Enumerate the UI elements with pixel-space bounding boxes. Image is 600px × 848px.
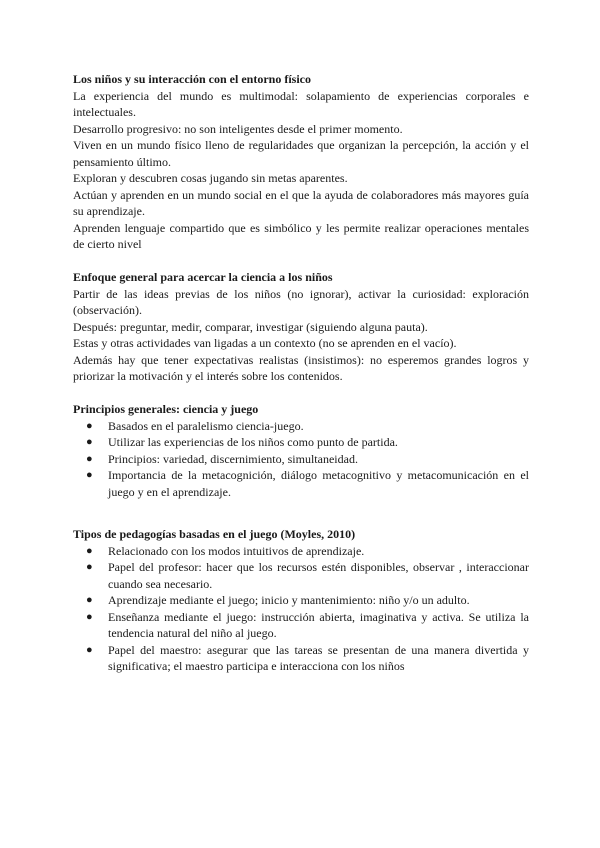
paragraph: Partir de las ideas previas de los niños (no ignorar), activar la curiosidad: exploración (observación). [73,286,529,317]
section-entorno-fisico [73,71,529,253]
list-item-text: Papel del profesor: hacer que los recursos estén disponibles, observar , interaccionar cuando sea necesario. [108,560,529,591]
section-principios-generales [73,401,529,500]
list-item-text: Enseñanza mediante el juego: instrucción abierta, imaginativa y activa. Se utiliza la tendencia natural del niño al juego. [108,609,529,640]
list-item [73,592,529,609]
document-page [73,71,529,675]
bullet-icon: ● [86,436,93,448]
bullet-icon: ● [86,544,93,557]
list-item-text: Basados en el paralelismo ciencia-juego. [108,418,304,433]
bullet-list [73,543,529,675]
spacer [73,253,529,270]
list-item [73,609,529,642]
list-item [73,543,529,560]
paragraph: Exploran y descubren cosas jugando sin metas aparentes. [73,171,348,185]
list-item [73,418,529,435]
paragraph: Después: preguntar, medir, comparar, investigar (siguiendo alguna pauta). [73,319,428,334]
bullet-icon: ● [86,561,93,573]
paragraph: Aprenden lenguaje compartido que es simbólico y les permite realizar operaciones mentales de cierto nivel [73,220,529,251]
list-item-text: Importancia de la metacognición, diálogo metacognitivo y metacomunicación en el juego y en el aprendizaje. [108,468,529,499]
list-item-text: Principios: variedad, discernimiento, simultaneidad. [108,451,358,466]
list-item [73,451,529,468]
bullet-icon: ● [86,452,93,465]
paragraph: Viven en un mundo físico lleno de regularidades que organizan la percepción, la acción y el pensamiento último. [73,138,529,169]
list-item-text: Relacionado con los modos intuitivos de aprendizaje. [108,543,365,558]
paragraph: La experiencia del mundo es multimodal: solapamiento de experiencias corporales e intelectuales. [73,88,529,119]
list-item [73,559,529,592]
spacer [73,385,529,402]
bullet-icon: ● [86,594,93,606]
list-item-text: Papel del maestro: asegurar que las tareas se presentan de una manera divertida y significativa; el maestro participa e interacciona con los niños [108,642,529,673]
section-title: Principios generales: ciencia y juego [73,402,259,416]
paragraph: Actúan y aprenden en un mundo social en el que la ayuda de colaboradores más mayores guía su aprendizaje. [73,187,529,218]
spacer [73,500,529,526]
bullet-icon: ● [86,610,93,623]
list-item-text: Aprendizaje mediante el juego; inicio y mantenimiento: niño y/o un adulto. [108,593,470,607]
section-title: Enfoque general para acercar la ciencia a los niños [73,270,333,284]
paragraph: Desarrollo progresivo: no son inteligentes desde el primer momento. [73,121,403,136]
list-item-text: Utilizar las experiencias de los niños como punto de partida. [108,435,398,449]
section-title: Los niños y su interacción con el entorno físico [73,72,312,86]
paragraph: Además hay que tener expectativas realistas (insistimos): no esperemos grandes logros y priorizar la motivación y el interés sobre los contenidos. [73,352,529,383]
list-item [73,642,529,675]
section-enfoque-general [73,269,529,385]
paragraph: Estas y otras actividades van ligadas a un contexto (no se aprenden en el vacío). [73,336,457,350]
list-item [73,467,529,500]
list-item [73,434,529,451]
bullet-icon: ● [86,469,93,481]
bullet-icon: ● [86,643,93,656]
section-title: Tipos de pedagogías basadas en el juego (Moyles, 2010) [73,527,356,541]
section-tipos-pedagogias [73,526,529,675]
bullet-list [73,418,529,501]
bullet-icon: ● [86,419,93,432]
